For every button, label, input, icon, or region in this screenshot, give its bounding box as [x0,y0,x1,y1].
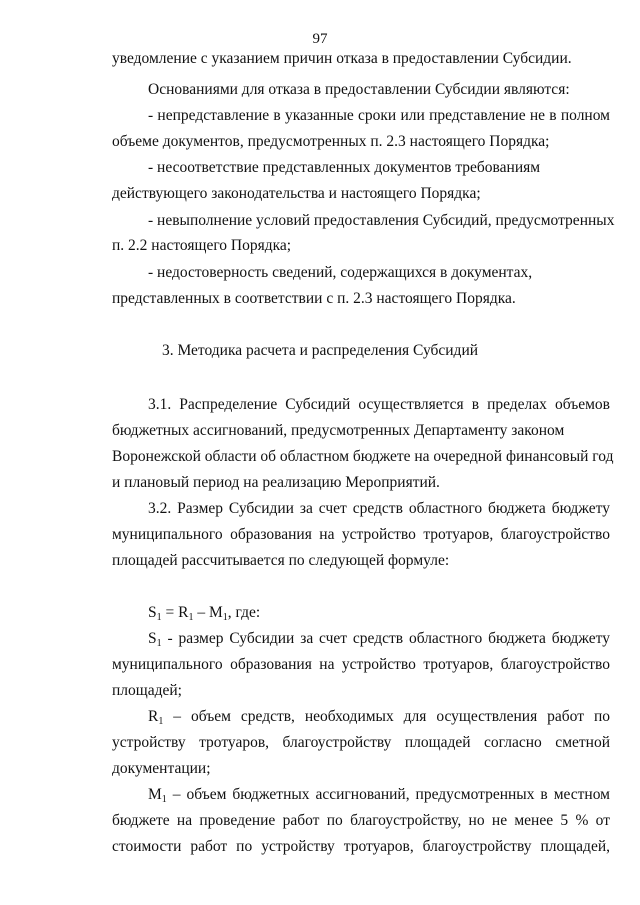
text-line: - невыполнение условий предоставления Субсидий, предусмотренных [148,212,615,229]
formula-eq: = R [161,604,189,621]
text-line: объеме документов, предусмотренных п. 2.3 настоящего Порядка; [112,133,550,150]
symbol-r: R [148,708,159,725]
text-line: - непредставление в указанные сроки или представление не в полном [148,107,610,124]
text-line: площадей; [112,682,182,699]
text-line: п. 2.2 настоящего Порядка; [112,237,292,254]
page-number: 97 [312,31,328,47]
definition-m [148,785,610,805]
text-line: уведомление с указанием причин отказа в предоставлении Субсидии. [112,50,572,67]
text-line: документации; [112,760,211,777]
text-line: стоимости работ по устройству тротуаров, благоустройству площадей, [112,838,610,855]
formula-s: S [148,604,157,621]
formula [148,603,610,623]
formula-sub: 1 [156,612,162,623]
text-line: - недостоверность сведений, содержащихся в документах, [148,264,533,281]
definition-text: – объем средств, необходимых для осуществления работ по [163,708,610,725]
symbol-sub: 1 [161,794,167,805]
text-line: действующего законодательства и настоящего Порядка; [112,185,481,202]
text-line: площадей рассчитывается по следующей формуле: [112,552,450,569]
symbol-sub: 1 [156,638,162,649]
text-line: представленных в соответствии с п. 2.3 настоящего Порядка. [112,290,516,307]
text-line: и плановый период на реализацию Мероприятий. [112,474,440,491]
text-line: муниципального образования на устройство тротуаров, благоустройство [112,526,610,543]
formula-minus: – M [193,604,223,621]
symbol-sub: 1 [158,716,164,727]
text-line: 3.1. Распределение Субсидий осуществляется в пределах объемов [148,396,610,413]
text-line: Основаниями для отказа в предоставлении Субсидии являются: [148,81,570,98]
formula-tail: , где: [227,604,261,621]
formula-sub: 1 [222,612,228,623]
definition-r [148,707,610,727]
text-line: муниципального образования на устройство тротуаров, благоустройство [112,656,610,673]
section-heading: 3. Методика расчета и распределения Субсидий [161,342,479,359]
definition-text: – объем бюджетных ассигнований, предусмотренных в местном [166,786,610,803]
definition-s [148,629,610,649]
symbol-s: S [148,630,157,647]
text-line: устройству тротуаров, благоустройству площадей согласно сметной [112,734,610,751]
symbol-m: M [148,786,162,803]
formula-sub: 1 [188,612,194,623]
text-line: 3.2. Размер Субсидии за счет средств областного бюджета бюджету [148,500,610,517]
text-line: бюджете на проведение работ по благоустройству, но не менее 5 % от [112,812,610,829]
text-line: Воронежской области об областном бюджете на очередной финансовый год [112,448,614,465]
definition-text: - размер Субсидии за счет средств областного бюджета бюджету [161,630,610,647]
text-line: - несоответствие представленных документов требованиям [148,159,541,176]
text-line: бюджетных ассигнований, предусмотренных Департаменту законом [112,422,565,439]
